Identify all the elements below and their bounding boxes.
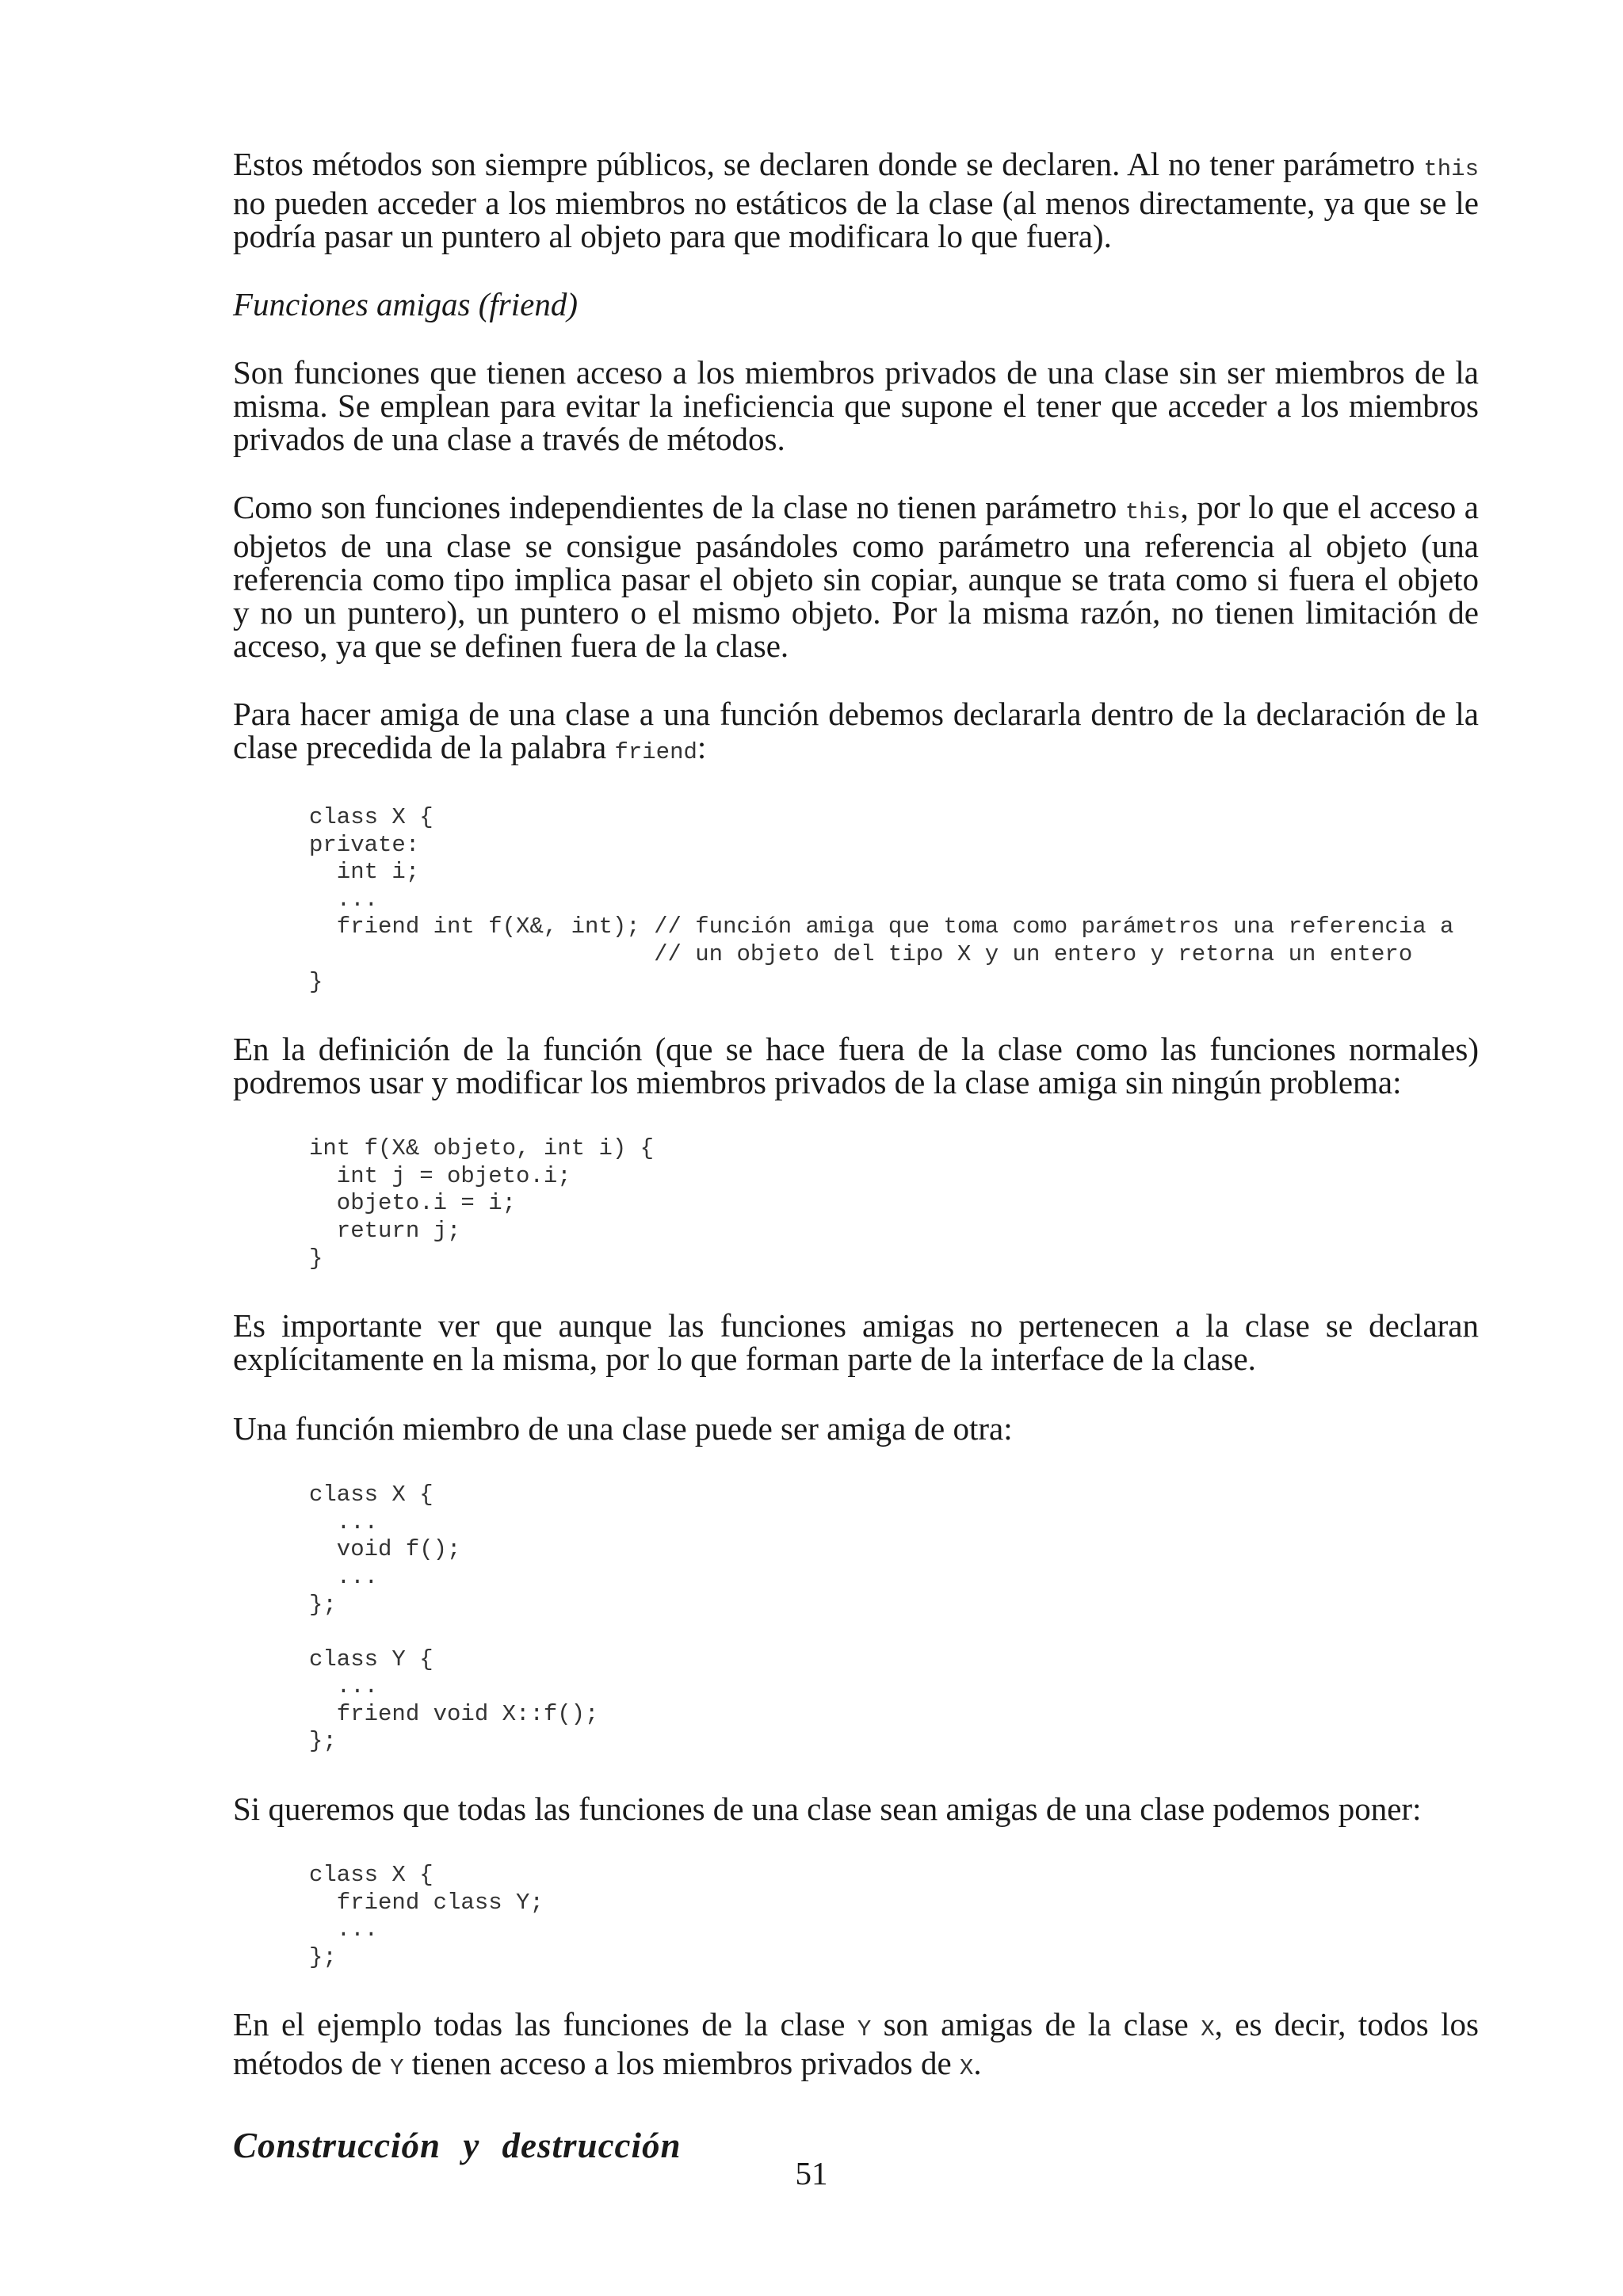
paragraph-make-friend: Para hacer amiga de una clase a una función debemos declararla dentro de la declaración de la clase precedida de la palabra friend: xyxy=(233,696,1479,765)
paragraph-static-methods: Estos métodos son siempre públicos, se declaren donde se declaren. Al no tener parámetro this no pueden acceder a los miembros no estáticos de la clase (al menos directamente, ya que se le podría pasar un puntero al objeto para que modificara lo que fuera). xyxy=(233,146,1479,254)
inline-code-this: this xyxy=(1423,156,1479,182)
paragraph-member-friend: Una función miembro de una clase puede ser amiga de otra: xyxy=(233,1410,1013,1447)
inline-code-friend: friend xyxy=(614,739,697,765)
page-number: 51 xyxy=(795,2155,828,2191)
paragraph-example-explanation: En el ejemplo todas las funciones de la clase Y son amigas de la clase X, es decir, todos los métodos de Y tienen acceso a los miembros privados de X. xyxy=(233,2006,1479,2082)
code-block-friend-declaration: class X { private: int i; ... friend int f(X&, int); // función amiga que toma como parámetros una referencia a // un objeto del tipo X y un entero y retorna un entero } xyxy=(309,804,1454,995)
paragraph-friend-class: Si queremos que todas las funciones de una clase sean amigas de una clase podemos poner: xyxy=(233,1791,1422,1828)
paragraph-interface-note: Es importante ver que aunque las funciones amigas no pertenecen a la clase se declaran explícitamente en la misma, por lo que forman parte de la interface de la clase. xyxy=(233,1307,1479,1378)
subheading-friend-functions: Funciones amigas (friend) xyxy=(233,286,578,322)
code-block-member-friend xyxy=(233,1482,1479,1756)
paragraph-friend-definition: Son funciones que tienen acceso a los miembros privados de una clase sin ser miembros de la misma. Se emplean para evitar la ineficiencia que supone el tener que acceder a los miembros privados de una clase a través de métodos. xyxy=(233,354,1479,457)
inline-code-this: this xyxy=(1125,499,1181,525)
code-block-class-y: class Y { ... friend void X::f(); }; xyxy=(309,1646,599,1755)
code-block-class-x: class X { ... void f(); ... }; xyxy=(309,1482,461,1618)
document-page xyxy=(233,147,1479,2164)
code-block-friend-class: class X { friend class Y; ... }; xyxy=(309,1862,544,1970)
section-heading-construction-destruction: Construcción y destrucción xyxy=(233,2126,682,2166)
inline-code-x: X xyxy=(1201,2016,1215,2043)
inline-code-x: X xyxy=(959,2055,974,2082)
code-block-friend-implementation: int f(X& objeto, int i) { int j = objeto.i; objeto.i = i; return j; } xyxy=(309,1135,655,1272)
paragraph-independent-functions: Como son funciones independientes de la clase no tienen parámetro this, por lo que el acceso a objetos de una clase se consigue pasándoles como parámetro una referencia al objeto (una referencia como tipo implica pasar el objeto sin copiar, aunque se trata como si fuera el objeto y no un puntero), un puntero o el mismo objeto. Por la misma razón, no tienen limitación de acceso, ya que se definen fuera de la clase. xyxy=(233,489,1479,664)
inline-code-y: Y xyxy=(390,2055,404,2082)
inline-code-y: Y xyxy=(857,2016,872,2043)
paragraph-function-definition: En la definición de la función (que se hace fuera de la clase como las funciones normales) podremos usar y modificar los miembros privados de la clase amiga sin ningún problema: xyxy=(233,1031,1479,1101)
